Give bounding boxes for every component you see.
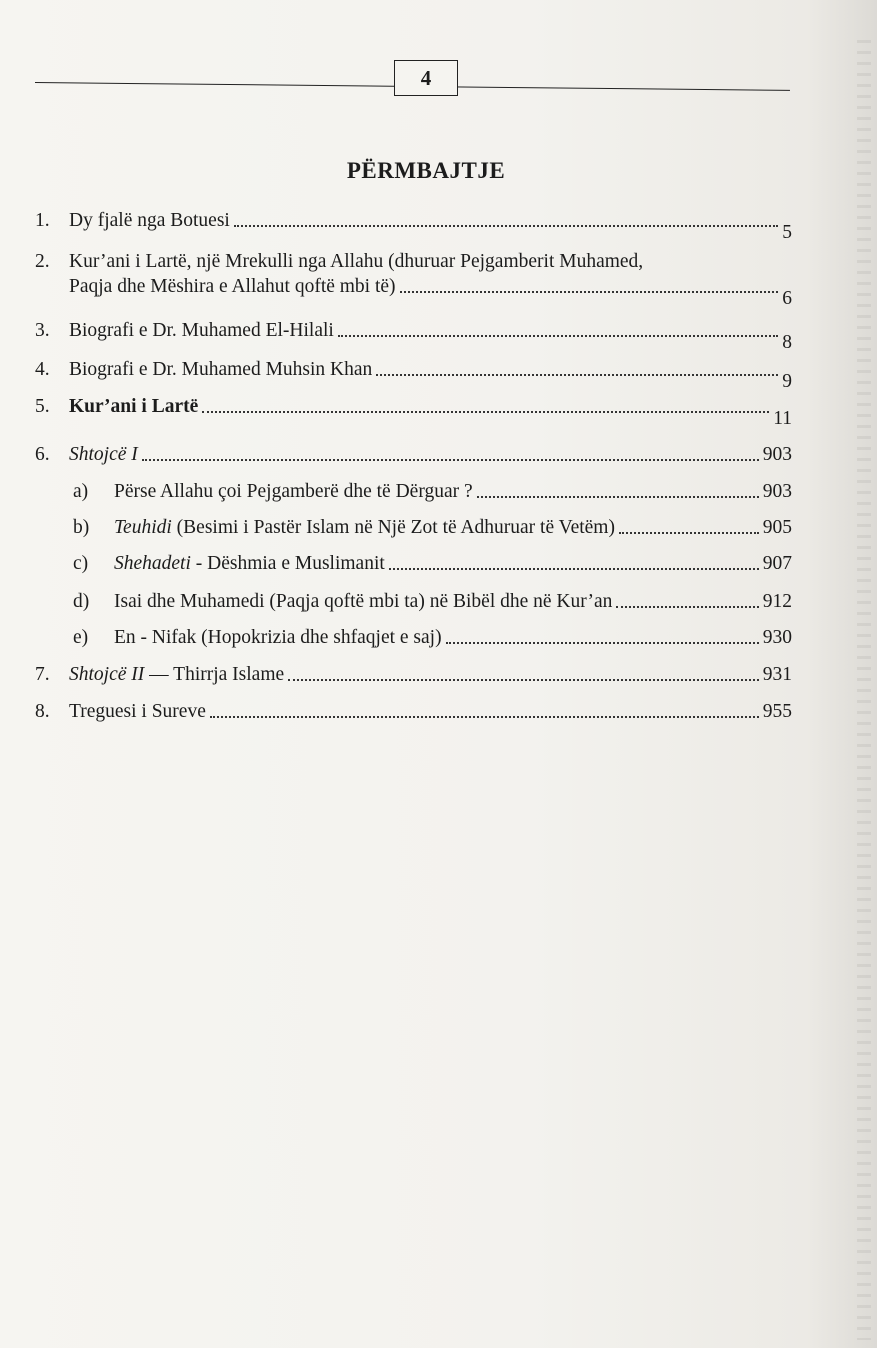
entry-letter: e)	[73, 627, 89, 648]
entry-number: 7.	[35, 664, 50, 685]
toc-entry-4	[35, 359, 792, 392]
entry-title: Biografi e Dr. Muhamed Muhsin Khan	[69, 359, 373, 380]
entry-title: En - Nifak (Hopokrizia dhe shfaqjet e saj)	[114, 627, 442, 648]
entry-number: 6.	[35, 444, 50, 465]
entry-letter: d)	[73, 591, 90, 612]
toc-entry-8	[35, 701, 792, 723]
entry-page: 930	[762, 627, 792, 648]
dot-leader	[446, 642, 759, 644]
dot-leader	[376, 374, 778, 376]
toc-entry-6e	[35, 627, 792, 649]
entry-page: 8	[782, 332, 792, 353]
entry-page: 912	[762, 591, 792, 612]
entry-title-italic: Shtojcë II	[69, 664, 145, 685]
entry-title-italic: Teuhidi	[114, 517, 172, 538]
entry-page: 903	[762, 481, 792, 502]
toc-entry-6d	[35, 591, 792, 613]
dot-leader	[616, 606, 758, 608]
entry-title: — Thirrja Islame	[149, 664, 285, 685]
entry-page: 907	[762, 553, 792, 574]
dot-leader	[619, 532, 759, 534]
toc-entry-2	[35, 251, 792, 309]
entry-title: - Dëshmia e Muslimanit	[195, 553, 385, 574]
dot-leader	[400, 291, 779, 293]
page-title: PËRMBAJTJE	[346, 158, 506, 183]
entry-page: 931	[762, 664, 792, 685]
dot-leader	[210, 716, 759, 718]
dot-leader	[477, 496, 759, 498]
toc-entry-7	[35, 664, 792, 686]
toc-entry-6b	[35, 517, 792, 539]
entry-title-line-1: Kur’ani i Lartë, një Mrekulli nga Allahu (dhuruar Pejgamberit Muhamed,	[69, 251, 644, 272]
toc-entry-3	[35, 320, 792, 353]
entry-number: 1.	[35, 210, 50, 231]
toc-entry-6a	[35, 481, 792, 503]
dot-leader	[288, 679, 759, 681]
toc-entry-6c	[35, 553, 792, 575]
entry-number: 8.	[35, 701, 50, 722]
dot-leader	[389, 568, 759, 570]
entry-title: Përse Allahu çoi Pejgamberë dhe të Dërguar ?	[114, 481, 473, 502]
entry-letter: b)	[73, 517, 90, 538]
entry-page: 6	[782, 288, 792, 309]
entry-letter: a)	[73, 481, 89, 502]
entry-title: Isai dhe Muhamedi (Paqja qoftë mbi ta) në Bibël dhe në Kur’an	[114, 591, 613, 612]
dot-leader	[142, 459, 759, 461]
toc-entry-1	[35, 210, 792, 243]
entry-title-italic: Shehadeti	[114, 553, 191, 574]
entry-letter: c)	[73, 553, 89, 574]
entry-number: 5.	[35, 396, 50, 417]
entry-page: 903	[762, 444, 792, 465]
entry-page: 5	[782, 222, 792, 243]
spiral-binding-edge	[857, 40, 871, 1340]
dot-leader	[338, 335, 778, 337]
entry-title: Dy fjalë nga Botuesi	[69, 210, 230, 231]
toc-entry-6	[35, 444, 792, 466]
entry-title: Biografi e Dr. Muhamed El-Hilali	[69, 320, 334, 341]
entry-page: 11	[773, 408, 792, 429]
entry-page: 905	[762, 517, 792, 538]
entry-number: 4.	[35, 359, 50, 380]
entry-title: Kur’ani i Lartë	[69, 396, 199, 417]
dot-leader	[234, 225, 778, 227]
entry-title: (Besimi i Pastër Islam në Një Zot të Adhuruar të Vetëm)	[176, 517, 615, 538]
entry-title: Treguesi i Sureve	[69, 701, 206, 722]
entry-number: 3.	[35, 320, 50, 341]
entry-page: 955	[762, 701, 792, 722]
entry-title-line-2: Paqja dhe Mëshira e Allahut qoftë mbi të)	[69, 276, 396, 297]
entry-page: 9	[782, 371, 792, 392]
entry-number: 2.	[35, 251, 50, 272]
page-number: 4	[394, 60, 458, 96]
dot-leader	[202, 411, 769, 413]
entry-title: Shtojcë I	[69, 444, 138, 465]
toc-entry-5	[35, 396, 792, 429]
